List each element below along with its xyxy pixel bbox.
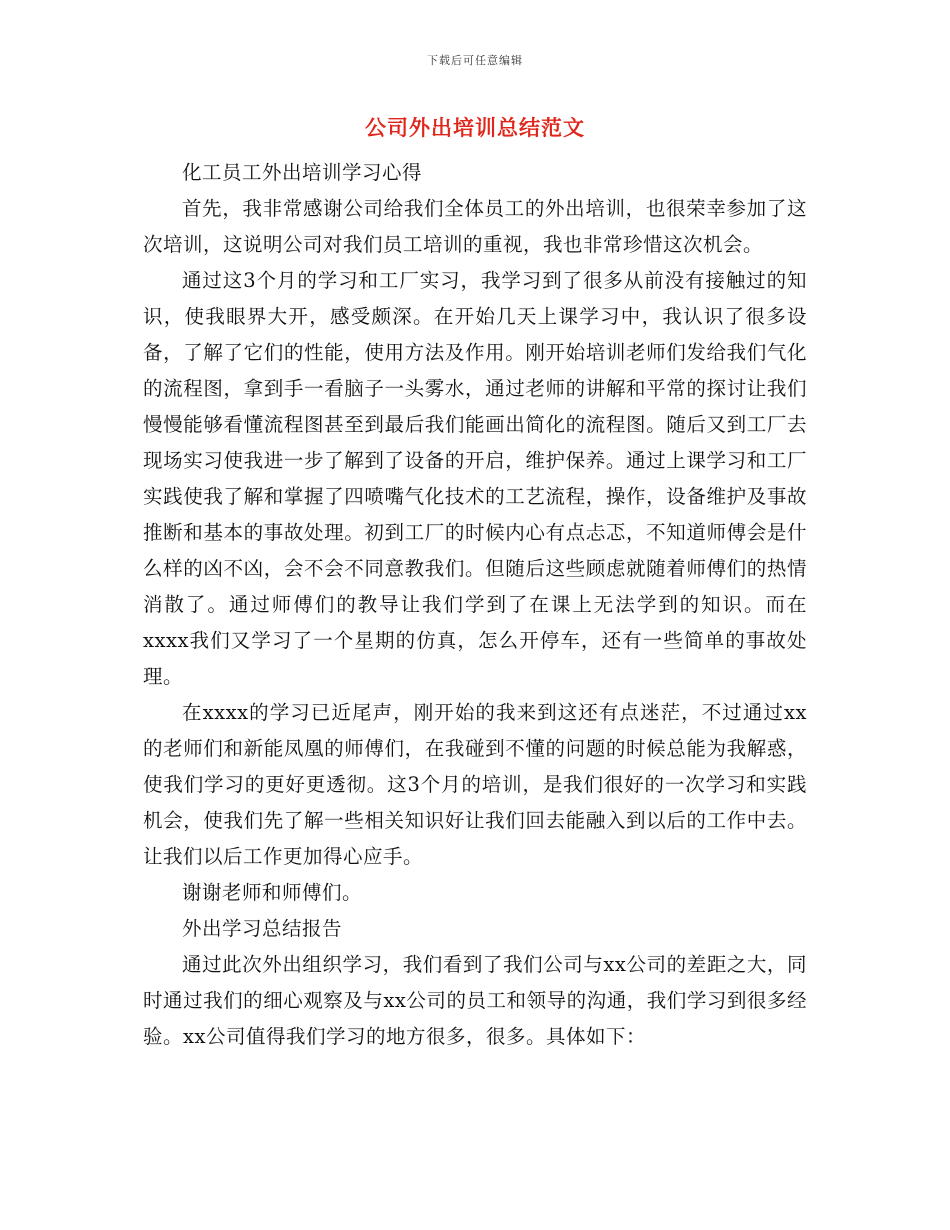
document-title: 公司外出培训总结范文 xyxy=(365,115,585,140)
document-body xyxy=(143,155,807,1055)
body-paragraph: 首先，我非常感谢公司给我们全体员工的外出培训，也很荣幸参加了这次培训，这说明公司对我们员工培训的重视，我也非常珍惜这次机会。 xyxy=(143,197,807,256)
body-paragraph: 通过这3个月的学习和工厂实习，我学习到了很多从前没有接触过的知识，使我眼界大开，感受颇深。在开始几天上课学习中，我认识了很多设备，了解了它们的性能，使用方法及作用。刚开始培训老师们发给我们气化的流程图，拿到手一看脑子一头雾水，通过老师的讲解和平常的探讨让我们慢慢能够看懂流程图甚至到最后我们能画出简化的流程图。随后又到工厂去现场实习使我进一步了解到了设备的开启，维护保养。通过上课学习和工厂实践使我了解和掌握了四喷嘴气化技术的工艺流程，操作，设备维护及事故推断和基本的事故处理。初到工厂的时候内心有点忐忑，不知道师傅会是什么样的凶不凶，会不会不同意教我们。但随后这些顾虑就随着师傅们的热情消散了。通过师傅们的教导让我们学到了在课上无法学到的知识。而在xxxx我们又学习了一个星期的仿真，怎么开停车，还有一些简单的事故处理。 xyxy=(143,269,807,688)
section-heading-paragraph: 外出学习总结报告 xyxy=(182,917,343,940)
body-paragraph: 在xxxx的学习已近尾声，刚开始的我来到这还有点迷茫，不过通过xx的老师们和新能凤凰的师傅们，在我碰到不懂的问题的时候总能为我解惑，使我们学习的更好更透彻。这3个月的培训，是我们很好的一次学习和实践机会，使我们先了解一些相关知识好让我们回去能融入到以后的工作中去。让我们以后工作更加得心应手。 xyxy=(143,701,807,868)
subtitle-paragraph: 化工员工外出培训学习心得 xyxy=(182,161,423,184)
body-paragraph: 谢谢老师和师傅们。 xyxy=(182,881,363,904)
header-note: 下载后可任意编辑 xyxy=(427,54,523,67)
body-paragraph: 通过此次外出组织学习，我们看到了我们公司与xx公司的差距之大，同时通过我们的细心观察及与xx公司的员工和领导的沟通，我们学习到很多经验。xx公司值得我们学习的地方很多，很多。具体如下： xyxy=(143,953,807,1048)
